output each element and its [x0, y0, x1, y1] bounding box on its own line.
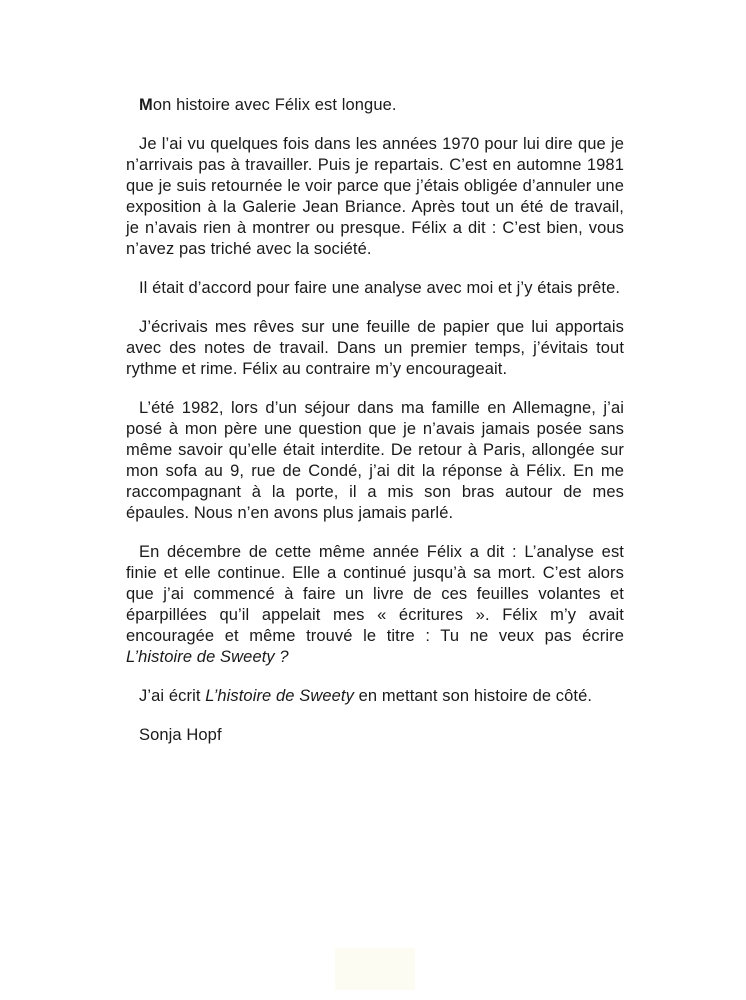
paragraph: J’ai écrit L’histoire de Sweety en mettant son histoire de côté.: [139, 687, 593, 705]
paragraph: Je l’ai vu quelques fois dans les années 1970 pour lui dire que je n’arrivais pas à travailler. Puis je repartais. C’est en automne 1981 que je suis retournée le voir parce que j’étais obligée d’annuler une exposition à la Galerie Jean Briance. Après tout un été de travail, je n’avais rien à montrer ou presque. Félix a dit : C’est bien, vous n’avez pas triché avec la société.: [126, 135, 624, 258]
scan-artifact: [335, 948, 415, 990]
paragraphs-container: [126, 95, 624, 707]
paragraph: J’écrivais mes rêves sur une feuille de papier que lui apportais avec des notes de travail. Dans un premier temps, j’évitais tout rythme et rime. Félix au contraire m’y encourageait.: [126, 318, 624, 378]
text-block: [126, 95, 624, 764]
paragraph: En décembre de cette même année Félix a dit : L’analyse est finie et elle continue. Elle a continué jusqu’à sa mort. C’est alors que j’ai commencé à faire un livre de ces feuilles volantes et éparpillées qu’il appelait mes « écritures ». Félix m’y avait encouragée et même trouvé le titre : Tu ne veux pas écrire L’histoire de Sweety ?: [126, 543, 624, 666]
paragraph: Il était d’accord pour faire une analyse avec moi et j’y étais prête.: [139, 279, 621, 297]
paragraph: L’été 1982, lors d’un séjour dans ma famille en Allemagne, j’ai posé à mon père une question que je n’avais jamais posée sans même savoir qu’elle était interdite. De retour à Paris, allongée sur mon sofa au 9, rue de Condé, j’ai dit la réponse à Félix. En me raccompagnant à la porte, il a mis son bras autour de mes épaules. Nous n’en avons plus jamais parlé.: [126, 399, 624, 522]
author-signature: Sonja Hopf: [139, 726, 222, 744]
paragraph: Mon histoire avec Félix est longue.: [139, 96, 397, 114]
